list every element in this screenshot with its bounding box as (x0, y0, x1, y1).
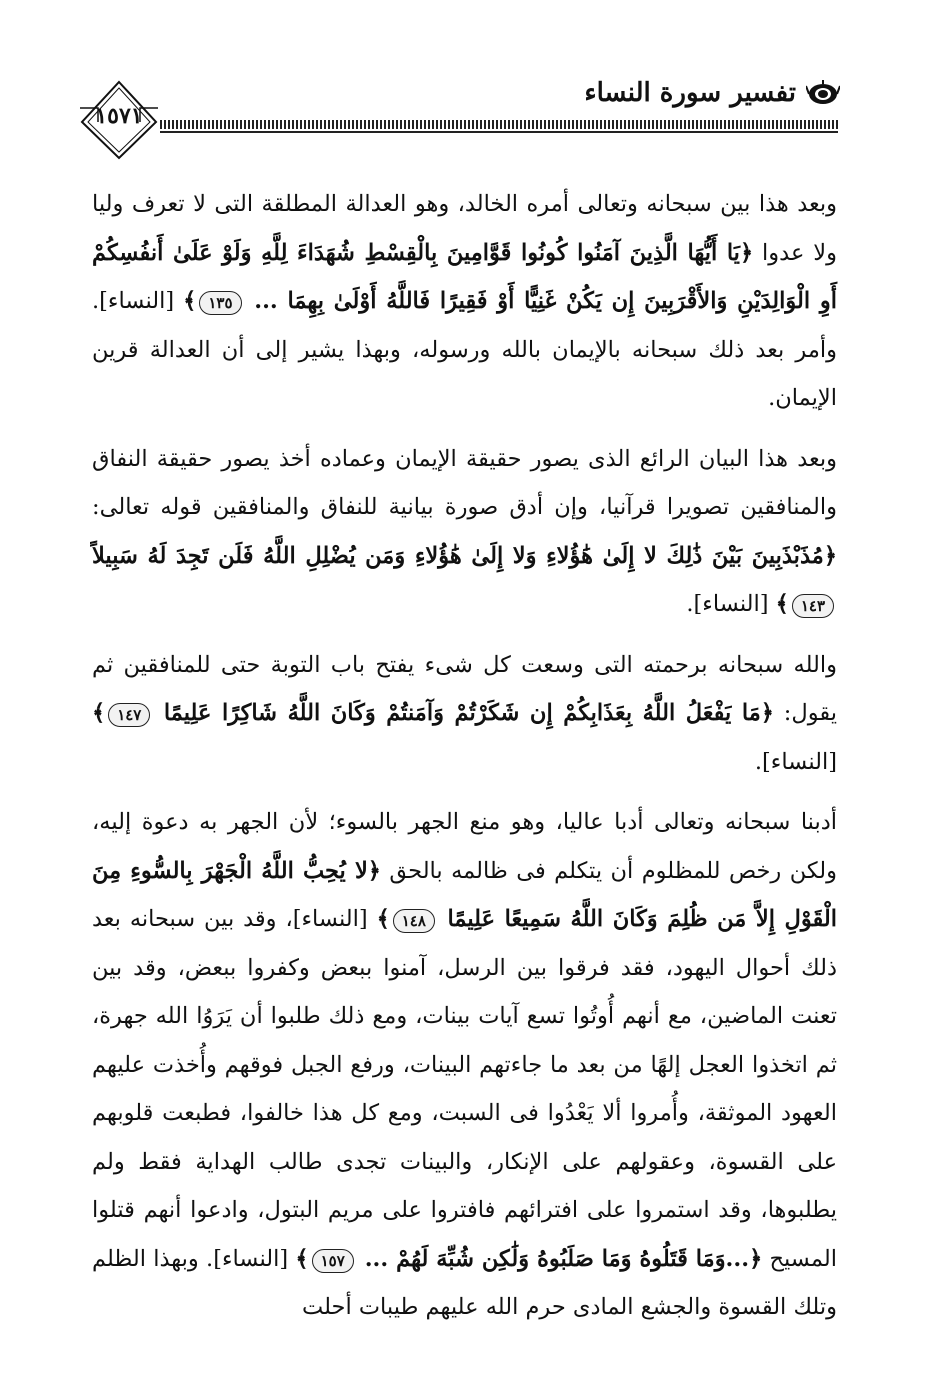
paragraph-text: والله سبحانه برحمته التى وسعت كل شىء يفتح باب التوبة حتى للمنافقين ثم يقول: (92, 651, 837, 726)
page-header (0, 0, 926, 170)
body-text (92, 180, 837, 1344)
paragraph (92, 435, 837, 629)
verse-number-badge: ١٥٧ (312, 1249, 354, 1273)
quran-verse: مَا يَفْعَلُ اللَّهُ بِعَذَابِكُمْ إِن شَكَرْتُمْ وَآمَنتُمْ وَكَانَ اللَّهُ شَاكِرًا عَلِيمًا (153, 700, 761, 726)
paragraph (92, 641, 837, 787)
quran-verse: ...وَمَا قَتَلُوهُ وَمَا صَلَبُوهُ وَلَٰكِن شُبِّهَ لَهُمْ ... (356, 1245, 750, 1272)
verse-number-badge: ١٤٣ (792, 594, 834, 618)
header-rule-line (160, 131, 838, 133)
flower-ornament-icon (806, 80, 840, 108)
verse-bracket: ﴾ (376, 906, 390, 932)
verse-bracket: ﴾ (775, 591, 789, 617)
verse-number-badge: ١٣٥ (199, 291, 241, 315)
verse-bracket: ﴿ (749, 1245, 763, 1272)
paragraph-text: [النساء]. (754, 748, 837, 775)
quran-verse: مُذَبْذَبِينَ بَيْنَ ذَٰلِكَ لا إِلَىٰ هَٰؤُلاءِ وَلا إِلَىٰ هَٰؤُلاءِ وَمَن يُضْلِلِ اللَّهُ فَلَن تَجِدَ لَهُ سَبِيلاً (92, 542, 824, 569)
paragraph-text: وبعد هذا بين سبحانه وتعالى أمره الخالد، وهو العدالة المطلقة التى لا تعرف وليا ولا عدوا (92, 191, 837, 266)
quran-verse: يَا أَيُّهَا الَّذِينَ آمَنُوا كُونُوا قَوَّامِينَ بِالْقِسْطِ شُهَدَاءَ لِلَّهِ وَلَوْ عَلَىٰ أَنفُسِكُمْ أَوِ الْوَالِدَيْنِ وَالأَقْرَبِينَ إِن يَكُنْ غَنِيًّا أَوْ فَقِيرًا فَاللَّهُ أَوْلَىٰ بِهِمَا ... (92, 239, 838, 314)
paragraph-text: [النساء]. وبهذا الظلم وتلك القسوة والجشع المادى حرم الله عليهم طيبات أحلت (92, 1245, 837, 1320)
header-rule (160, 120, 838, 129)
quran-verse: لا يُحِبُّ اللَّهُ الْجَهْرَ بِالسُّوءِ مِنَ الْقَوْلِ إِلاَّ مَن ظُلِمَ وَكَانَ اللَّهُ سَمِيعًا عَلِيمًا (92, 857, 837, 932)
verse-bracket: ﴾ (295, 1245, 309, 1272)
verse-bracket: ﴿ (739, 239, 754, 266)
paragraph-text: [النساء]، وقد بين سبحانه بعد ذلك أحوال اليهود، فقد فرقوا بين الرسل، آمنوا ببعض وكفروا ببعض، وقد بين تعنت الماضين، مع أنهم أُوتُوا تسع آيات بينات، ومع ذلك طلبوا أن يَرَوُا الله جهرة، ثم اتخذوا العجل إلهًا من بعد ما جاءتهم البينات، ورفع الجبل فوقهم وأُخذت عليهم العهود الموثقة، وأُمروا ألا يَعْدُوا فى السبت، ومع كل هذا خالفوا، فطبعت قلوبهم على القسوة، وعقولهم على الإنكار، والبينات تجدى طالب الهداية فقط ولم يطلبوها، وقد استمروا على افترائهم فافتروا على مريم البتول، وادعوا أنهم قتلوا المسيح (92, 906, 837, 1272)
verse-bracket: ﴾ (92, 700, 106, 726)
paragraph-text: وبعد هذا البيان الرائع الذى يصور حقيقة الإيمان وعماده أخذ يصور حقيقة النفاق والمنافقين تصويرا قرآنيا، وإن أدق صورة بيانية للنفاق والمنافقين قوله تعالى: (92, 445, 837, 520)
verse-bracket: ﴿ (367, 857, 381, 884)
verse-bracket: ﴾ (183, 288, 197, 314)
running-title: تفسير سورة النساء (584, 78, 796, 108)
page-number: ١٥٧١ (95, 103, 143, 129)
paragraph-text: [النساء]. (686, 591, 776, 617)
verse-number-badge: ١٤٧ (108, 703, 150, 727)
paragraph-text: أدبنا سبحانه وتعالى أدبا عاليا، وهو منع الجهر بالسوء؛ لأن الجهر به دعوة إليه، ولكن رخص للمظلوم أن يتكلم فى ظالمه بالحق (92, 809, 837, 884)
verse-number-badge: ١٤٨ (393, 909, 435, 933)
paragraph (92, 180, 837, 423)
paragraph (92, 798, 837, 1332)
verse-bracket: ﴿ (760, 700, 774, 726)
paragraph-text: [النساء]. وأمر بعد ذلك سبحانه بالإيمان بالله ورسوله، وبهذا يشير إلى أن العدالة قرين الإيمان. (92, 288, 837, 411)
verse-bracket: ﴿ (823, 542, 837, 569)
